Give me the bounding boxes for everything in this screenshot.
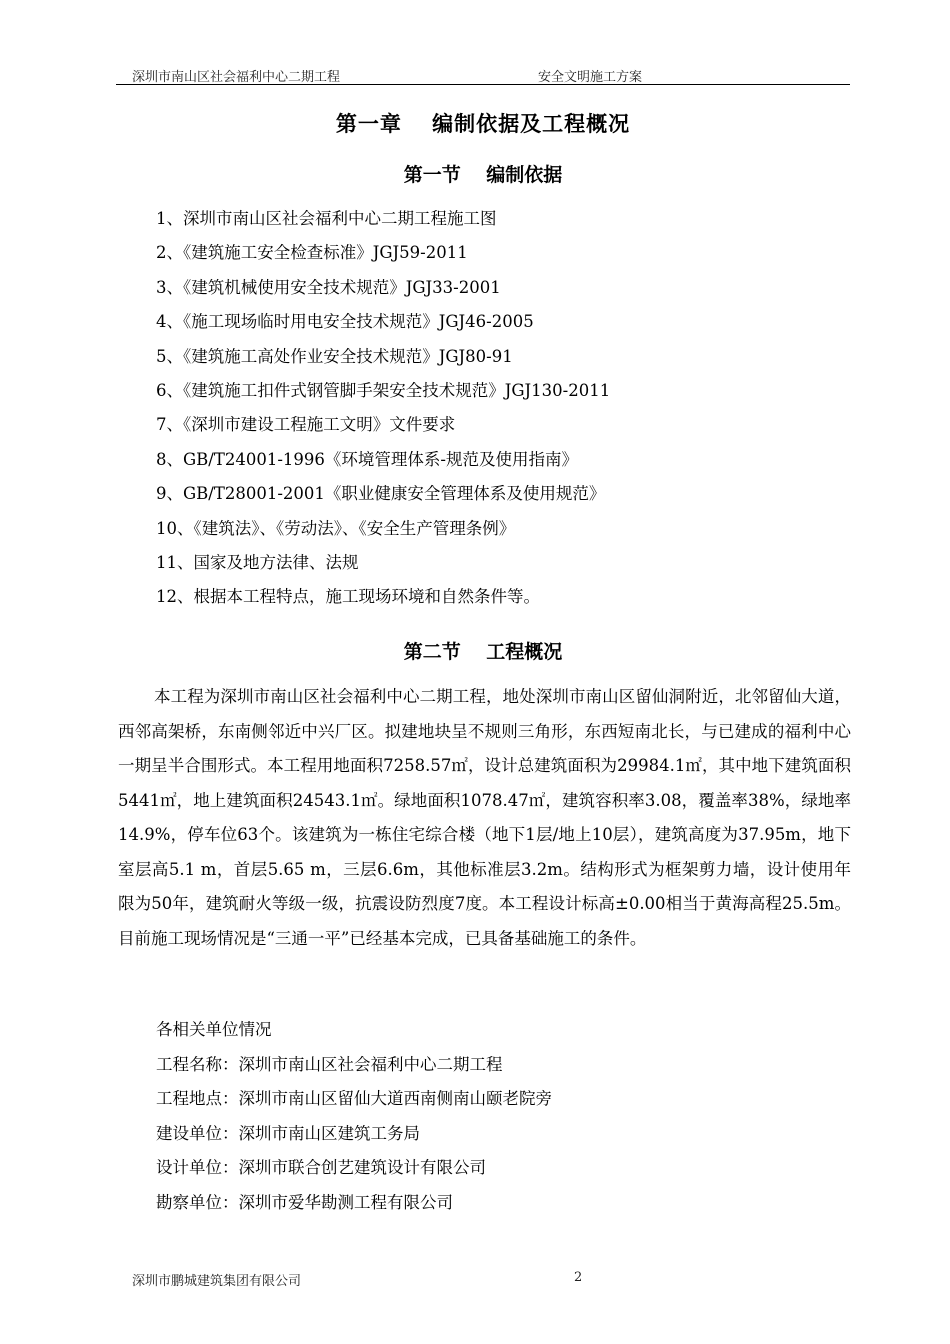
overview-paragraph: 本工程为深圳市南山区社会福利中心二期工程，地处深圳市南山区留仙洞附近，北邻留仙大道，西邻高架桥，东南侧邻近中兴厂区。拟建地块呈不规则三角形，东西短南北长，与已建成的福利中心一期呈半合围形式。本工程用地面积7258.57㎡，设计总建筑面积为29984.1㎡，其中地下建筑面积5441㎡，地上建筑面积24543.1㎡。绿地面积1078.47㎡，建筑容积率3.08，覆盖率38%，绿地率14.9%，停车位63个。该建筑为一栋住宅综合楼（地下1层/地上10层），建筑高度为37.95m，地下室层高5.1 m，首层5.65 m，三层6.6m，其他标准层3.2m。结构形式为框架剪力墙，设计使用年限为50年，建筑耐火等级一级，抗震设防烈度7度。本工程设计标高±0.00相当于黄海高程25.5m。目前施工现场情况是“三通一平”已经基本完成，已具备基础施工的条件。 (118, 687, 851, 948)
list-item: 1、深圳市南山区社会福利中心二期工程施工图 (156, 209, 497, 228)
list-item: 9、GB/T28001-2001《职业健康安全管理体系及使用规范》 (156, 484, 606, 504)
list-item: 12、根据本工程特点，施工现场环境和自然条件等。 (156, 587, 540, 607)
list-item: 11、国家及地方法律、法规 (156, 552, 359, 572)
list-item: 4、《施工现场临时用电安全技术规范》JGJ46-2005 (156, 312, 534, 332)
list-item: 设计单位：深圳市联合创艺建筑设计有限公司 (156, 1158, 486, 1177)
section-title-basis: 第一节 编制依据 (403, 164, 563, 186)
list-item: 勘察单位：深圳市爱华勘测工程有限公司 (156, 1192, 453, 1212)
list-item: 8、GB/T24001-1996《环境管理体系-规范及使用指南》 (156, 449, 578, 469)
page-number: 2 (574, 1270, 583, 1285)
list-item: 工程名称：深圳市南山区社会福利中心二期工程 (156, 1054, 503, 1074)
section-title-overview: 第二节 工程概况 (403, 641, 563, 663)
list-item: 建设单位：深圳市南山区建筑工务局 (156, 1123, 420, 1143)
list-item: 7、《深圳市建设工程施工文明》文件要求 (156, 415, 456, 435)
header-project-name: 深圳市南山区社会福利中心二期工程 (132, 70, 341, 85)
list-item: 6、《建筑施工扣件式钢管脚手架安全技术规范》JGJ130-2011 (156, 380, 611, 400)
chapter-title: 第一章 编制依据及工程概况 (335, 111, 631, 136)
list-item: 2、《建筑施工安全检查标准》JGJ59-2011 (156, 243, 468, 263)
list-item: 5、《建筑施工高处作业安全技术规范》JGJ80-91 (156, 346, 513, 366)
list-item: 工程地点：深圳市南山区留仙大道西南侧南山颐老院旁 (156, 1089, 552, 1108)
basis-list (156, 204, 610, 617)
list-item: 3、《建筑机械使用安全技术规范》JGJ33-2001 (156, 277, 501, 297)
footer-company: 深圳市鹏城建筑集团有限公司 (132, 1274, 302, 1289)
list-item: 各相关单位情况 (156, 1020, 272, 1039)
units-info-list (156, 1013, 552, 1220)
header-document-type: 安全文明施工方案 (538, 70, 643, 85)
header-divider (116, 84, 850, 85)
list-item: 10、《建筑法》、《劳动法》、《安全生产管理条例》 (156, 518, 516, 538)
